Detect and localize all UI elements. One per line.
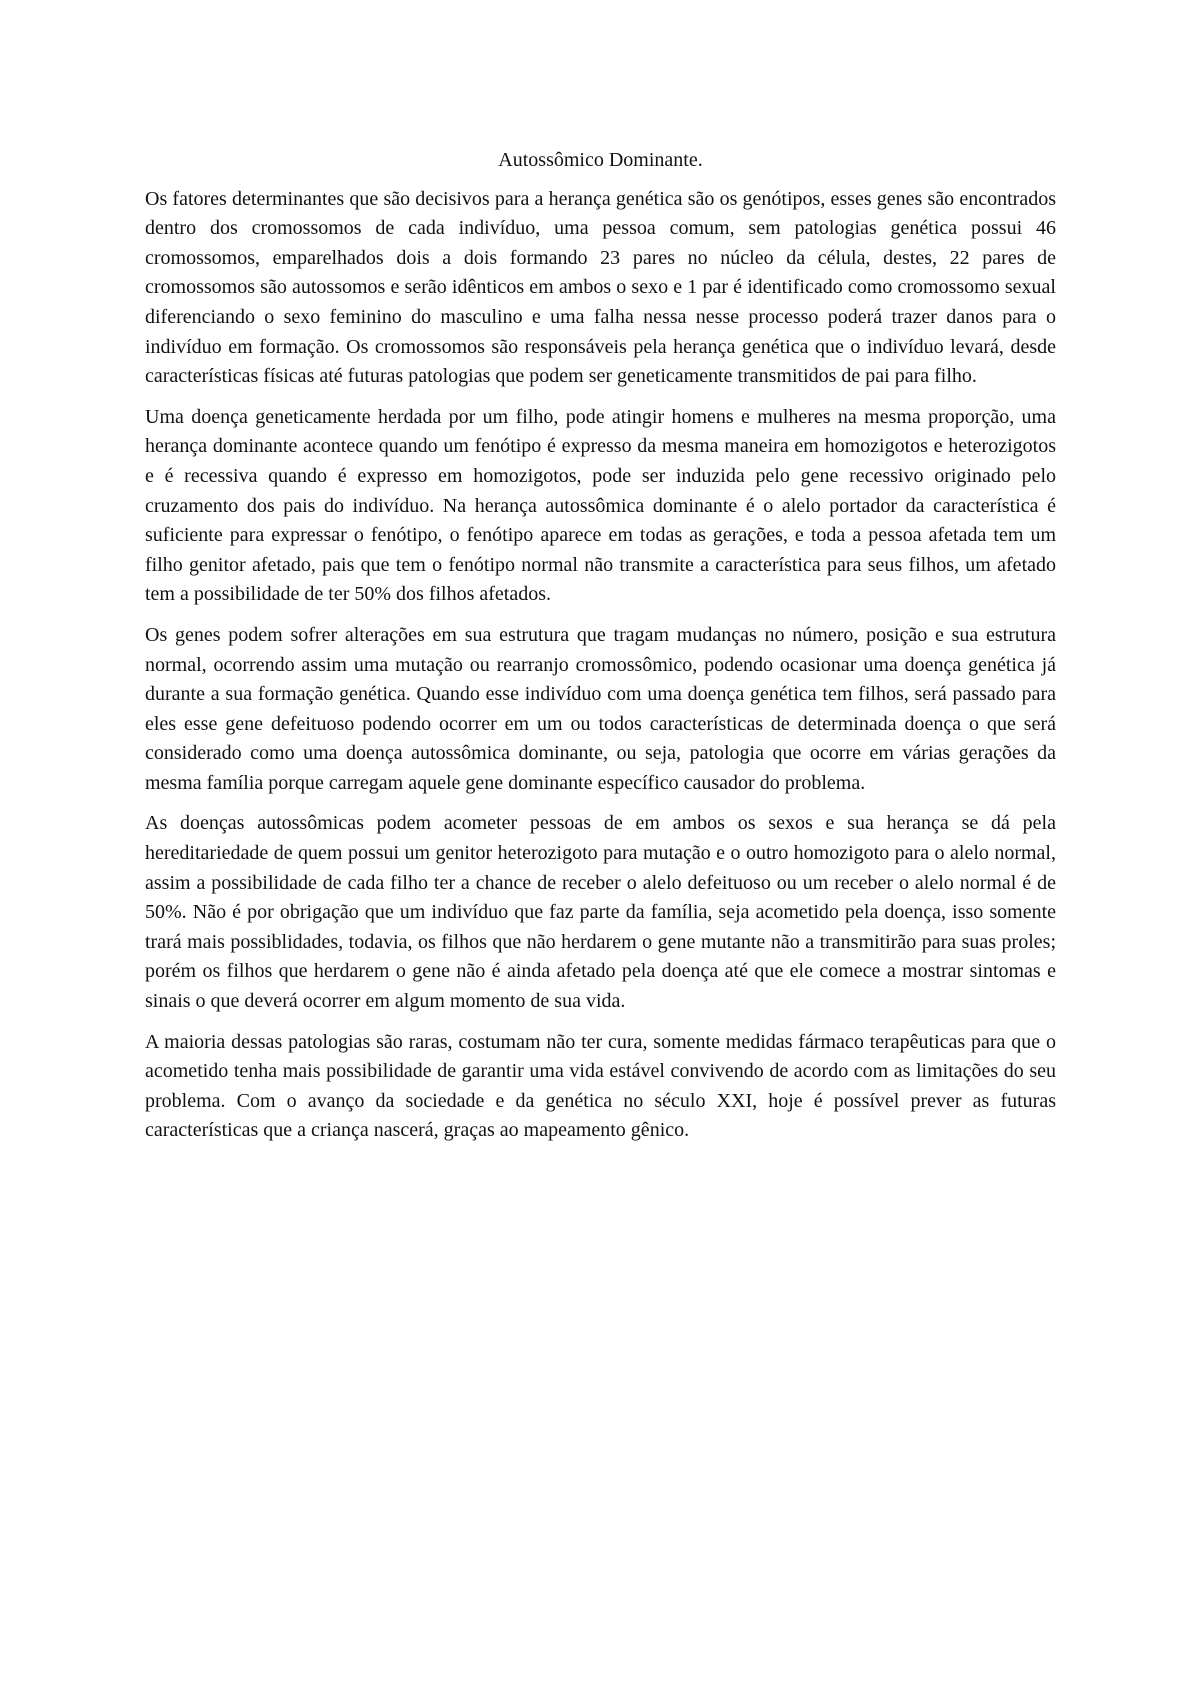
paragraph-5: A maioria dessas patologias são raras, costumam não ter cura, somente medidas fármaco terapêuticas para que o acometido tenha mais possibilidade de garantir uma vida estável convivendo de acordo com as limitações do seu problema. Com o avanço da sociedade e da genética no século XXI, hoje é possível prever as futuras características que a criança nascerá, graças ao mapeamento gênico. bbox=[145, 1030, 1056, 1142]
paragraph-3: Os genes podem sofrer alterações em sua estrutura que tragam mudanças no número, posição e sua estrutura normal, ocorrendo assim uma mutação ou rearranjo cromossômico, podendo ocasionar uma doença genética já durante a sua formação genética. Quando esse indivíduo com uma doença genética tem filhos, será passado para eles esse gene defeituoso podendo ocorrer em um ou todos características de determinada doença o que será considerado como uma doença autossômica dominante, ou seja, patologia que ocorre em várias gerações da mesma família porque carregam aquele gene dominante específico causador do problema. bbox=[145, 623, 1056, 794]
document-body bbox=[145, 146, 1056, 1157]
paragraph-2: Uma doença geneticamente herdada por um filho, pode atingir homens e mulheres na mesma proporção, uma herança dominante acontece quando um fenótipo é expresso da mesma maneira em homozigotos e heterozigotos e é recessiva quando é expresso em homozigotos, pode ser induzida pelo gene recessivo originado pelo cruzamento dos pais do indivíduo. Na herança autossômica dominante é o alelo portador da característica é suficiente para expressar o fenótipo, o fenótipo aparece em todas as gerações, e toda a pessoa afetada tem um filho genitor afetado, pais que tem o fenótipo normal não transmite a característica para seus filhos, um afetado tem a possibilidade de ter 50% dos filhos afetados. bbox=[145, 405, 1056, 606]
paragraph-1: Os fatores determinantes que são decisivos para a herança genética são os genótipos, esses genes são encontrados dentro dos cromossomos de cada indivíduo, uma pessoa comum, sem patologias genética possui 46 cromossomos, emparelhados dois a dois formando 23 pares no núcleo da célula, destes, 22 pares de cromossomos são autossomos e serão idênticos em ambos o sexo e 1 par é identificado como cromossomo sexual diferenciando o sexo feminino do masculino e uma falha nessa nesse processo poderá trazer danos para o indivíduo em formação. Os cromossomos são responsáveis pela herança genética que o indivíduo levará, desde características físicas até futuras patologias que podem ser geneticamente transmitidos de pai para filho. bbox=[145, 187, 1056, 388]
paragraph-4: As doenças autossômicas podem acometer pessoas de em ambos os sexos e sua herança se dá pela hereditariedade de quem possui um genitor heterozigoto para mutação e o outro homozigoto para o alelo normal, assim a possibilidade de cada filho ter a chance de receber o alelo defeituoso ou um receber o alelo normal é de 50%. Não é por obrigação que um indivíduo que faz parte da família, seja acometido pela doença, isso somente trará mais possiblidades, todavia, os filhos que não herdarem o gene mutante não a transmitirão para suas proles; porém os filhos que herdarem o gene não é ainda afetado pela doença até que ele comece a mostrar sintomas e sinais o que deverá ocorrer em algum momento de sua vida. bbox=[145, 812, 1056, 1013]
document-title: Autossômico Dominante. bbox=[498, 149, 703, 171]
